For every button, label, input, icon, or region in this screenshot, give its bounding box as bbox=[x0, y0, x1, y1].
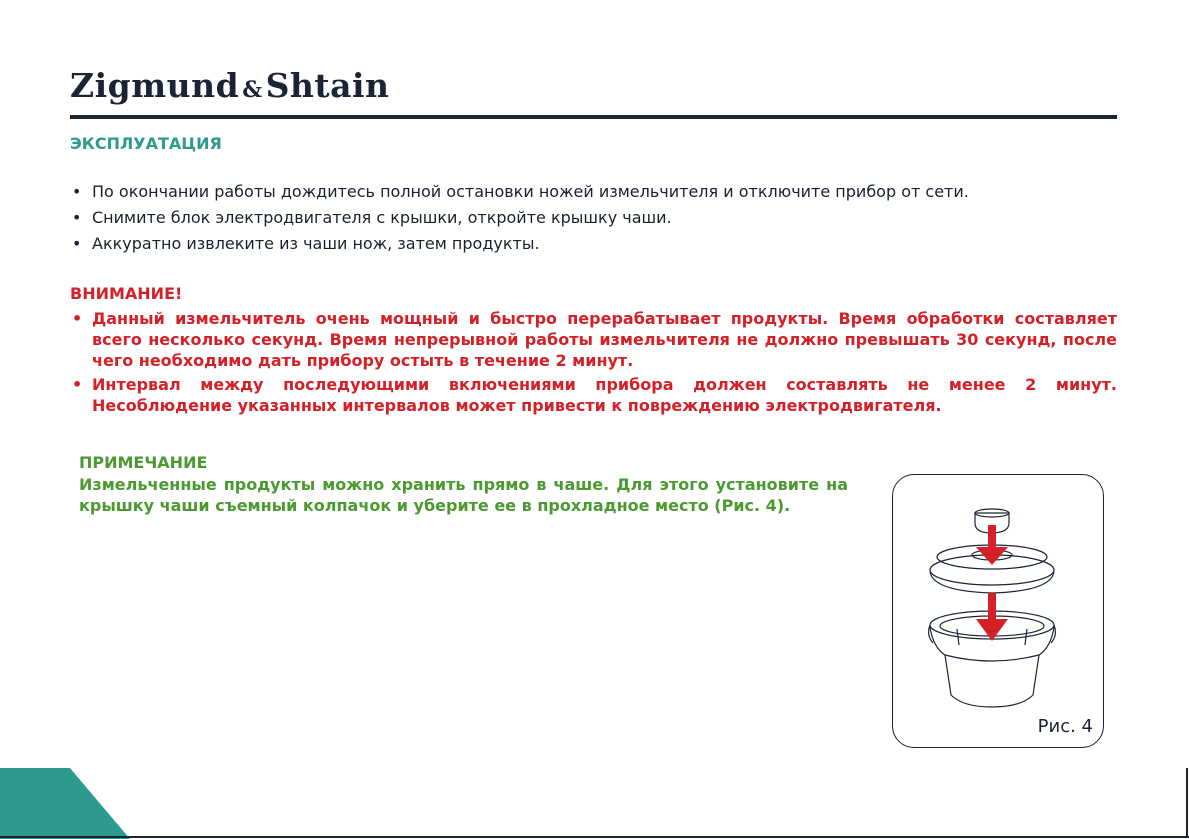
note-title: ПРИМЕЧАНИЕ bbox=[79, 453, 208, 472]
operation-list bbox=[70, 179, 1117, 257]
warning-list bbox=[70, 308, 1117, 419]
right-edge-mark bbox=[1186, 768, 1188, 836]
brand-logo bbox=[70, 66, 390, 105]
note-text: Измельченные продукты можно хранить прямо в чаше. Для этого установите на крышку чаши съемный колпачок и уберите ее в прохладное место (Рис. 4). bbox=[79, 475, 848, 515]
corner-decoration bbox=[0, 768, 130, 839]
header-divider bbox=[70, 115, 1117, 119]
lid-side bbox=[930, 570, 1054, 593]
warning-title: ВНИМАНИЕ! bbox=[70, 284, 183, 303]
figure-4-box bbox=[892, 474, 1104, 748]
section-title: ЭКСПЛУАТАЦИЯ bbox=[70, 134, 222, 153]
brand-name-left: Zigmund bbox=[70, 66, 240, 105]
bowl-inner-line bbox=[945, 655, 1039, 661]
warning-item: • Данный измельчитель очень мощный и быстро перерабатывает продукты. Время обработки составляет всего несколько секунд. Время непрерывной работы измельчителя не должно превышать 30 секунд, после чего необходимо дать прибору остыть в течение 2 минут. bbox=[70, 308, 1117, 371]
operation-item: • Аккуратно извлеките из чаши нож, затем продукты. bbox=[70, 231, 1117, 257]
chopper-illustration bbox=[893, 475, 1105, 749]
operation-item: • По окончании работы дождитесь полной остановки ножей измельчителя и отключите прибор от сети. bbox=[70, 179, 1117, 205]
footer-divider bbox=[0, 836, 1189, 838]
figure-caption: Рис. 4 bbox=[1037, 716, 1093, 737]
operation-item: • Снимите блок электродвигателя с крышки, откройте крышку чаши. bbox=[70, 205, 1117, 231]
brand-ampersand: & bbox=[242, 77, 263, 103]
brand-name-right: Shtain bbox=[265, 66, 390, 105]
warning-item: • Интервал между последующими включениями прибора должен составлять не менее 2 минут. Несоблюдение указанных интервалов может привести к повреждению электродвигателя. bbox=[70, 374, 1117, 416]
arrow-down-icon bbox=[976, 593, 1008, 641]
